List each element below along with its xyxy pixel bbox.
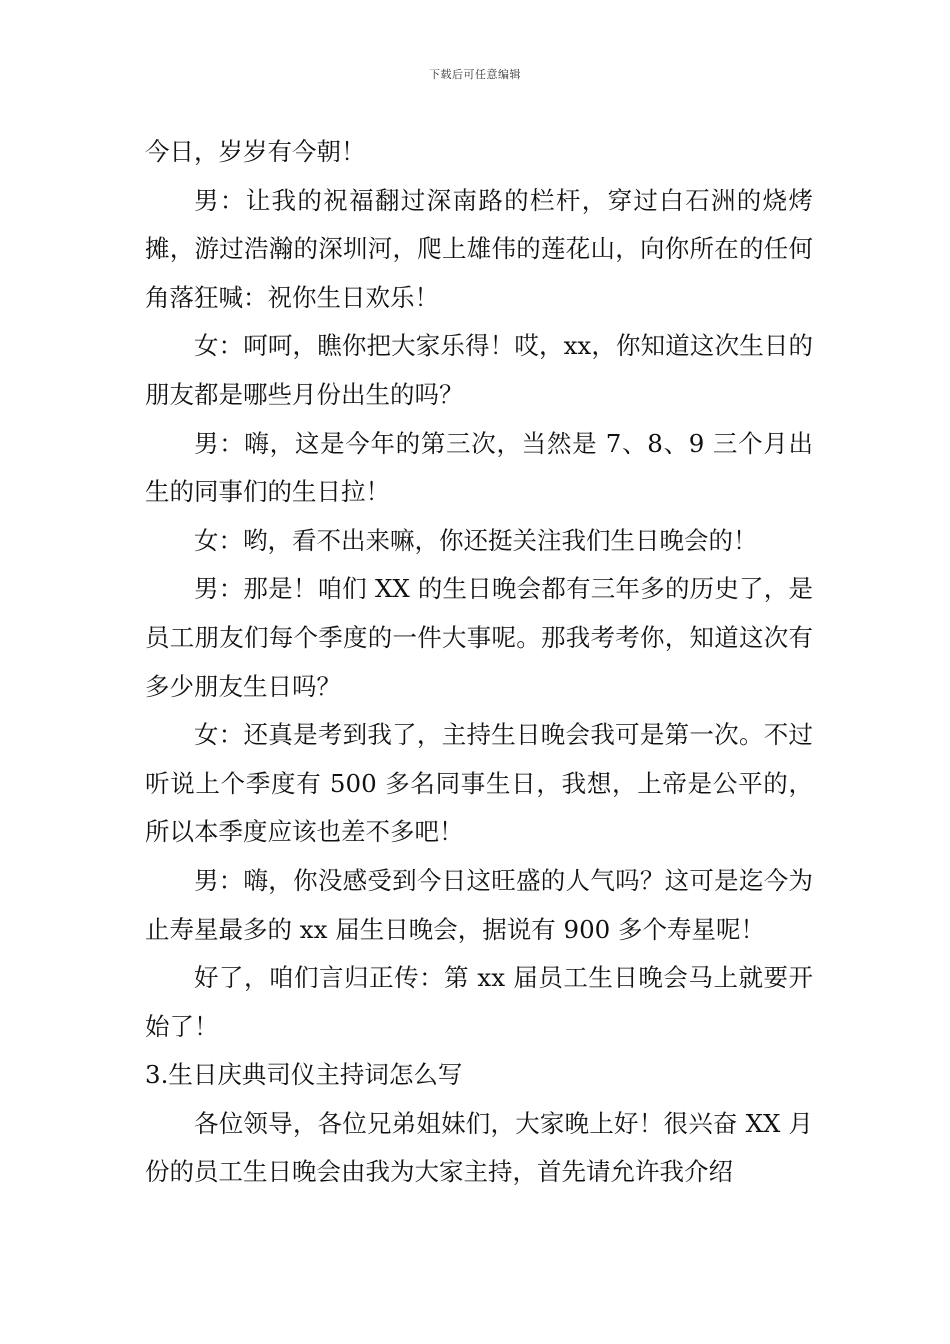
paragraph-male-popularity: 男：嗨，你没感受到今日这旺盛的人气吗？这可是迄今为止寿星最多的 xx 届生日晚会，据说有 900 多个寿星呢！: [145, 865, 813, 944]
paragraph-male-blessing: 男：让我的祝福翻过深南路的栏杆，穿过白石洲的烧烤摊，游过浩瀚的深圳河，爬上雄伟的莲花山，向你所在的任何角落狂喊：祝你生日欢乐！: [145, 185, 813, 312]
paragraph-opening-line: 今日，岁岁有今朝！: [145, 137, 366, 166]
page-header: 下载后可任意编辑: [429, 68, 521, 81]
paragraph-male-history: 男：那是！咱们 XX 的生日晚会都有三年多的历史了，是员工朋友们每个季度的一件大事呢。那我考考你，知道这次有多少朋友生日吗？: [145, 574, 813, 701]
paragraph-female-remark: 女：哟，看不出来嘛，你还挺关注我们生日晚会的！: [194, 525, 758, 555]
section-heading: 3.生日庆典司仪主持词怎么写: [145, 1060, 463, 1090]
paragraph-host-greeting: 各位领导，各位兄弟姐妹们，大家晚上好！很兴奋 XX 月份的员工生日晚会由我为大家主持，首先请允许我介绍: [145, 1108, 813, 1187]
paragraph-female-question: 女：呵呵，瞧你把大家乐得！哎，xx，你知道这次生日的朋友都是哪些月份出生的吗？: [145, 331, 813, 409]
paragraph-start-announcement: 好了，咱们言归正传：第 xx 届员工生日晚会马上就要开始了！: [145, 963, 813, 1041]
paragraph-male-answer: 男：嗨，这是今年的第三次，当然是 7、8、9 三个月出生的同事们的生日拉！: [145, 428, 813, 507]
paragraph-female-first-time: 女：还真是考到我了，主持生日晚会我可是第一次。不过听说上个季度有 500 多名同事生日，我想，上帝是公平的，所以本季度应该也差不多吧！: [145, 720, 813, 847]
document-body: [145, 128, 813, 1197]
